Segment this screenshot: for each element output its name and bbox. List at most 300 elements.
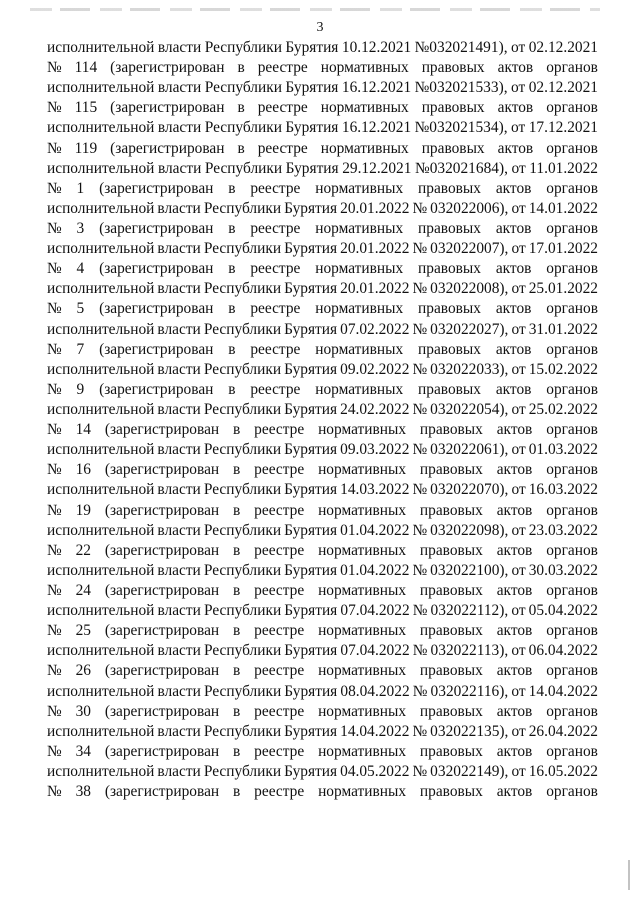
document-line	[47, 279, 598, 299]
word: Бурятия	[284, 360, 338, 378]
word: 032022006),	[430, 199, 509, 217]
document-line-numbered	[47, 661, 598, 681]
document-line	[47, 239, 598, 259]
document-line	[47, 440, 598, 460]
word: 17.01.2022	[528, 240, 598, 258]
word: нормативных	[318, 622, 407, 640]
word: (зарегистрирован	[104, 501, 220, 519]
word: органов	[546, 622, 598, 640]
word: №	[412, 642, 428, 660]
word: Республики	[203, 280, 282, 298]
word: от	[511, 119, 526, 137]
word: актов	[495, 219, 532, 237]
number-sign: №	[47, 421, 62, 439]
scan-edge-mark	[628, 860, 630, 890]
word: 14.04.2022	[528, 682, 598, 700]
document-line-numbered	[47, 541, 598, 561]
word: органов	[546, 461, 598, 479]
number-sign: №	[47, 300, 62, 318]
word: 16.12.2021	[341, 119, 412, 137]
document-line-numbered	[47, 380, 598, 400]
word: Республики	[203, 360, 282, 378]
word: власти	[157, 561, 201, 579]
word: власти	[157, 79, 202, 97]
number-sign: №	[47, 219, 62, 237]
word: от	[511, 521, 526, 539]
word: реестре	[254, 783, 305, 801]
word: власти	[157, 722, 201, 740]
document-line	[47, 561, 598, 581]
act-number: 19	[75, 501, 91, 519]
word: правовых	[421, 139, 485, 157]
word: реестре	[254, 461, 305, 479]
word: исполнительной	[47, 400, 155, 418]
word: (зарегистрирован	[110, 99, 225, 117]
word: 24.02.2022	[340, 400, 410, 418]
word: 09.02.2022	[340, 360, 410, 378]
document-line	[47, 199, 598, 219]
word: правовых	[421, 59, 485, 77]
word: нормативных	[318, 501, 407, 519]
word: 032022112),	[430, 602, 509, 620]
word: нормативных	[318, 662, 407, 680]
word: актов	[497, 139, 534, 157]
word: в	[237, 59, 245, 77]
number-sign: №	[47, 461, 62, 479]
act-number: 30	[75, 702, 91, 720]
word: актов	[497, 99, 534, 117]
word: №032021534),	[414, 119, 508, 137]
word: №	[412, 360, 428, 378]
word: Бурятия	[284, 602, 338, 620]
word: исполнительной	[47, 521, 155, 539]
word: в	[233, 742, 241, 760]
word: в	[228, 380, 236, 398]
word: власти	[157, 481, 201, 499]
word: реестре	[257, 139, 308, 157]
word: правовых	[418, 300, 481, 318]
word: (зарегистрирован	[104, 662, 220, 680]
word: реестре	[254, 662, 305, 680]
word: исполнительной	[47, 642, 155, 660]
word: в	[237, 139, 245, 157]
document-line	[47, 38, 598, 58]
word: от	[511, 39, 526, 56]
word: Республики	[203, 722, 282, 740]
word: №	[412, 320, 428, 338]
word: нормативных	[318, 421, 407, 439]
word: Республики	[203, 400, 282, 418]
word: правовых	[419, 541, 483, 559]
word: нормативных	[320, 59, 409, 77]
word: 23.03.2022	[528, 521, 598, 539]
word: исполнительной	[47, 561, 155, 579]
word: №	[412, 280, 428, 298]
word: Бурятия	[285, 79, 339, 97]
act-number: 119	[74, 139, 98, 157]
word: Республики	[203, 561, 282, 579]
word: в	[233, 702, 241, 720]
word: №032021533),	[414, 79, 508, 97]
word: (зарегистрирован	[99, 179, 214, 197]
word: реестре	[250, 340, 301, 358]
word: от	[511, 280, 526, 298]
word: в	[233, 501, 241, 519]
word: власти	[157, 400, 201, 418]
document-line	[47, 762, 598, 782]
act-number: 25	[75, 622, 91, 640]
word: (зарегистрирован	[104, 742, 220, 760]
word: от	[511, 400, 526, 418]
document-line-numbered	[47, 139, 598, 159]
word: актов	[496, 461, 533, 479]
word: нормативных	[318, 783, 407, 801]
word: №	[412, 481, 428, 499]
word: органов	[546, 581, 598, 599]
word: реестре	[254, 501, 305, 519]
document-line	[47, 320, 598, 340]
word: от	[511, 561, 526, 579]
word: реестре	[254, 581, 305, 599]
word: №	[412, 682, 428, 700]
word: 01.04.2022	[340, 561, 410, 579]
word: 02.12.2021	[528, 79, 598, 97]
document-line	[47, 118, 598, 138]
word: правовых	[419, 581, 483, 599]
act-number: 14	[75, 421, 91, 439]
word: власти	[157, 602, 201, 620]
word: органов	[546, 340, 598, 358]
word: нормативных	[318, 461, 407, 479]
document-line	[47, 400, 598, 420]
word: органов	[546, 179, 598, 197]
word: (зарегистрирован	[99, 300, 214, 318]
document-line-numbered	[47, 621, 598, 641]
word: 032022135),	[430, 722, 509, 740]
word: Бурятия	[284, 642, 338, 660]
word: реестре	[250, 300, 301, 318]
word: №	[412, 561, 428, 579]
word: реестре	[257, 59, 308, 77]
word: в	[233, 622, 241, 640]
word: органов	[546, 421, 598, 439]
word: правовых	[421, 99, 485, 117]
word: от	[511, 762, 526, 780]
number-sign: №	[47, 622, 62, 640]
act-number: 34	[75, 742, 91, 760]
word: актов	[496, 501, 533, 519]
document-line	[47, 601, 598, 621]
word: от	[511, 360, 526, 378]
word: от	[511, 441, 526, 459]
document-line-numbered	[47, 299, 598, 319]
word: актов	[496, 742, 533, 760]
word: Республики	[204, 39, 282, 56]
word: актов	[497, 59, 534, 77]
word: актов	[496, 783, 533, 801]
document-line	[47, 641, 598, 661]
word: 17.12.2021	[528, 119, 598, 137]
word: Бурятия	[284, 682, 338, 700]
number-sign: №	[47, 783, 62, 801]
word: реестре	[250, 179, 301, 197]
word: власти	[157, 682, 201, 700]
act-number: 115	[74, 99, 98, 117]
word: №	[412, 602, 428, 620]
word: власти	[157, 521, 201, 539]
act-number: 24	[75, 581, 91, 599]
word: 31.01.2022	[528, 320, 598, 338]
word: исполнительной	[47, 441, 155, 459]
word: правовых	[418, 260, 481, 278]
word: реестре	[250, 219, 301, 237]
word: правовых	[419, 742, 483, 760]
document-line	[47, 480, 598, 500]
word: №032021491),	[414, 39, 508, 56]
word: реестре	[254, 742, 305, 760]
word: актов	[496, 421, 533, 439]
word: от	[511, 642, 526, 660]
word: органов	[546, 300, 598, 318]
word: (зарегистрирован	[110, 59, 225, 77]
word: Республики	[203, 521, 282, 539]
word: правовых	[418, 219, 481, 237]
word: Республики	[203, 762, 282, 780]
word: исполнительной	[47, 320, 155, 338]
word: в	[228, 340, 236, 358]
document-line-numbered	[47, 742, 598, 762]
page-number: 3	[316, 20, 324, 35]
word: власти	[157, 441, 201, 459]
document-line	[47, 722, 598, 742]
word: от	[511, 602, 526, 620]
document-line-numbered	[47, 420, 598, 440]
word: органов	[546, 99, 598, 117]
document-line	[47, 78, 598, 98]
number-sign: №	[47, 380, 62, 398]
word: в	[233, 421, 241, 439]
word: нормативных	[318, 541, 407, 559]
word: исполнительной	[47, 199, 155, 217]
word: №	[412, 722, 428, 740]
word: 032022116),	[430, 682, 509, 700]
word: 04.05.2022	[340, 762, 410, 780]
word: 20.01.2022	[340, 240, 410, 258]
word: 032022008),	[430, 280, 509, 298]
word: исполнительной	[47, 39, 155, 56]
word: Бурятия	[285, 159, 339, 177]
word: Республики	[203, 602, 282, 620]
word: (зарегистрирован	[99, 260, 214, 278]
word: 032022027),	[430, 320, 509, 338]
word: органов	[546, 139, 598, 157]
word: власти	[157, 199, 201, 217]
act-number: 3	[76, 219, 85, 237]
document-line-numbered	[47, 98, 598, 118]
word: №	[412, 199, 428, 217]
number-sign: №	[47, 179, 62, 197]
word: 15.02.2022	[528, 360, 598, 378]
word: 20.01.2022	[340, 280, 410, 298]
act-number: 16	[75, 461, 91, 479]
word: от	[511, 682, 526, 700]
word: Бурятия	[284, 280, 338, 298]
word: исполнительной	[47, 240, 155, 258]
word: актов	[496, 541, 533, 559]
document-line	[47, 360, 598, 380]
document-line-numbered	[47, 340, 598, 360]
word: 16.12.2021	[341, 79, 412, 97]
word: 29.12.2021	[342, 159, 412, 177]
document-line-numbered	[47, 58, 598, 78]
document-body	[47, 38, 598, 802]
word: в	[233, 461, 241, 479]
word: нормативных	[315, 179, 404, 197]
word: актов	[496, 662, 533, 680]
number-sign: №	[47, 702, 62, 720]
act-number: 38	[75, 783, 91, 801]
number-sign: №	[47, 59, 62, 77]
word: нормативных	[315, 219, 404, 237]
word: реестре	[254, 702, 305, 720]
number-sign: №	[47, 501, 62, 519]
word: органов	[546, 59, 598, 77]
word: от	[511, 199, 526, 217]
word: актов	[496, 702, 533, 720]
word: 032022054),	[430, 400, 509, 418]
number-sign: №	[47, 662, 62, 680]
word: (зарегистрирован	[104, 622, 220, 640]
word: Бурятия	[284, 481, 338, 499]
word: нормативных	[320, 139, 409, 157]
act-number: 1	[76, 179, 85, 197]
act-number: 22	[75, 541, 91, 559]
word: в	[228, 260, 236, 278]
document-line-numbered	[47, 259, 598, 279]
word: Бурятия	[285, 119, 339, 137]
word: 01.03.2022	[528, 441, 598, 459]
word: в	[233, 581, 241, 599]
word: правовых	[419, 702, 483, 720]
word: 14.01.2022	[528, 199, 598, 217]
word: власти	[157, 39, 202, 56]
word: (зарегистрирован	[104, 461, 220, 479]
act-number: 7	[76, 340, 85, 358]
word: 25.01.2022	[528, 280, 598, 298]
number-sign: №	[47, 99, 62, 117]
word: Бурятия	[284, 240, 338, 258]
word: 30.03.2022	[528, 561, 598, 579]
word: №	[412, 240, 428, 258]
word: органов	[546, 742, 598, 760]
word: 032022113),	[430, 642, 509, 660]
word: власти	[157, 320, 201, 338]
document-line-numbered	[47, 179, 598, 199]
word: 032022070),	[430, 481, 509, 499]
word: реестре	[257, 99, 308, 117]
word: правовых	[419, 421, 483, 439]
document-line-numbered	[47, 460, 598, 480]
word: власти	[157, 360, 201, 378]
word: №	[412, 521, 428, 539]
word: нормативных	[318, 581, 407, 599]
number-sign: №	[47, 340, 62, 358]
word: (зарегистрирован	[104, 421, 220, 439]
word: 16.03.2022	[528, 481, 598, 499]
word: Республики	[204, 119, 282, 137]
word: Республики	[203, 642, 282, 660]
word: актов	[496, 622, 533, 640]
word: правовых	[419, 783, 483, 801]
word: 14.04.2022	[340, 722, 410, 740]
word: актов	[495, 380, 532, 398]
word: нормативных	[315, 380, 404, 398]
word: 032022100),	[430, 561, 509, 579]
word: правовых	[418, 179, 481, 197]
word: Республики	[203, 682, 282, 700]
word: от	[511, 159, 526, 177]
word: Республики	[203, 240, 282, 258]
word: власти	[157, 240, 201, 258]
word: 08.04.2022	[340, 682, 410, 700]
word: реестре	[254, 541, 305, 559]
word: Бурятия	[284, 561, 338, 579]
word: от	[511, 79, 526, 97]
word: актов	[495, 179, 532, 197]
act-number: 114	[74, 59, 98, 77]
word: в	[228, 300, 236, 318]
word: власти	[157, 762, 201, 780]
act-number: 4	[76, 260, 85, 278]
word: 07.02.2022	[340, 320, 410, 338]
word: исполнительной	[47, 682, 155, 700]
word: от	[511, 320, 526, 338]
word: 07.04.2022	[340, 602, 410, 620]
word: исполнительной	[47, 602, 155, 620]
word: исполнительной	[47, 280, 155, 298]
word: правовых	[419, 461, 483, 479]
word: Республики	[204, 79, 282, 97]
word: актов	[496, 581, 533, 599]
word: реестре	[250, 380, 301, 398]
word: в	[233, 662, 241, 680]
word: 02.12.2021	[528, 39, 598, 56]
word: 05.04.2022	[528, 602, 598, 620]
word: исполнительной	[47, 159, 155, 177]
act-number: 26	[75, 662, 91, 680]
word: №	[412, 441, 428, 459]
word: (зарегистрирован	[99, 340, 214, 358]
word: органов	[546, 783, 598, 801]
word: правовых	[418, 380, 481, 398]
word: 14.03.2022	[340, 481, 410, 499]
word: Бурятия	[285, 39, 339, 56]
word: правовых	[419, 662, 483, 680]
word: власти	[157, 119, 202, 137]
word: в	[233, 783, 241, 801]
word: власти	[157, 280, 201, 298]
word: 09.03.2022	[340, 441, 410, 459]
word: Бурятия	[284, 722, 338, 740]
word: правовых	[418, 340, 481, 358]
word: 032022098),	[430, 521, 509, 539]
word: исполнительной	[47, 762, 155, 780]
word: Республики	[203, 320, 282, 338]
word: 10.12.2021	[341, 39, 412, 56]
document-line	[47, 159, 598, 179]
word: нормативных	[318, 742, 407, 760]
number-sign: №	[47, 260, 62, 278]
